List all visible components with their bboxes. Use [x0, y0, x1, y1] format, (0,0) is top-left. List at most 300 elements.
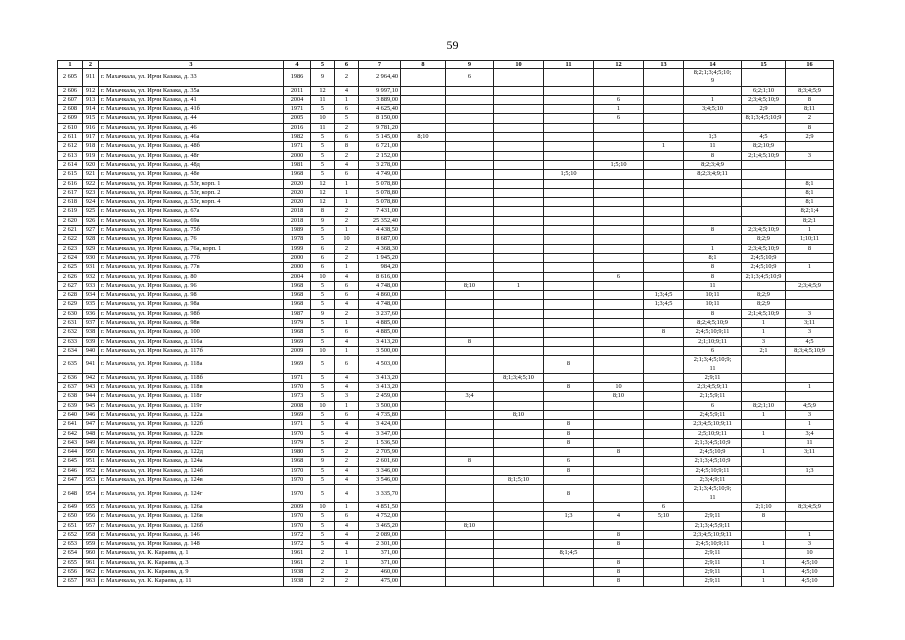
table-cell	[544, 337, 594, 346]
table-cell	[594, 356, 644, 374]
table-row	[58, 502, 834, 511]
table-cell: 8	[786, 123, 834, 132]
table-cell	[446, 530, 494, 539]
table-cell	[494, 383, 544, 392]
table-cell	[786, 373, 834, 382]
table-cell: 2;3;4;5;10;9;11	[684, 530, 742, 539]
table-cell	[644, 392, 684, 401]
table-cell	[544, 216, 594, 225]
table-cell	[644, 521, 684, 530]
table-cell: 2;9;11	[684, 373, 742, 382]
table-cell	[494, 123, 544, 132]
table-cell: 4	[335, 521, 359, 530]
table-cell	[644, 123, 684, 132]
table-cell: 2 608	[58, 105, 83, 114]
table-cell	[594, 198, 644, 207]
table-cell	[684, 198, 742, 207]
table-cell: 6	[684, 401, 742, 410]
table-cell: 10	[594, 383, 644, 392]
table-cell	[446, 142, 494, 151]
table-cell: 8	[594, 530, 644, 539]
table-row	[58, 485, 834, 503]
table-cell: 930	[83, 253, 99, 262]
table-cell	[494, 502, 544, 511]
table-cell	[544, 151, 594, 160]
table-cell: 8 150,00	[359, 114, 401, 123]
table-cell: 943	[83, 383, 99, 392]
table-cell: 2004	[284, 95, 311, 104]
table-cell: 1	[335, 188, 359, 197]
table-cell	[401, 577, 446, 586]
table-cell	[494, 114, 544, 123]
table-cell: 4	[335, 373, 359, 382]
table-cell	[594, 244, 644, 253]
register-table	[57, 60, 834, 587]
table-cell: 2;9;11	[684, 549, 742, 558]
table-row	[58, 356, 834, 374]
table-cell: 3	[786, 540, 834, 549]
table-cell	[401, 151, 446, 160]
table-cell: 2 611	[58, 133, 83, 142]
table-cell	[786, 356, 834, 374]
table-cell	[544, 263, 594, 272]
table-cell: 8	[742, 512, 786, 521]
table-cell: 1	[742, 429, 786, 438]
table-cell: 4	[335, 160, 359, 169]
column-header-11: 11	[544, 61, 594, 69]
table-cell	[786, 69, 834, 87]
table-cell: г. Махачкала, ул. Ирчи Казака, д. 96	[99, 281, 284, 290]
table-cell: 2;1;3;4;5;10;9	[684, 457, 742, 466]
table-cell: 1982	[284, 133, 311, 142]
table-cell: 2005	[284, 114, 311, 123]
table-cell: 945	[83, 401, 99, 410]
table-cell	[494, 105, 544, 114]
table-cell: 933	[83, 281, 99, 290]
table-cell	[786, 457, 834, 466]
table-cell	[742, 198, 786, 207]
table-cell: 2 656	[58, 568, 83, 577]
table-cell: 1	[786, 263, 834, 272]
table-cell: 371,00	[359, 549, 401, 558]
table-cell: 8;11	[786, 105, 834, 114]
table-row	[58, 401, 834, 410]
table-cell	[684, 179, 742, 188]
table-cell: 1971	[284, 105, 311, 114]
table-row	[58, 179, 834, 188]
table-cell	[544, 244, 594, 253]
table-cell	[684, 86, 742, 95]
table-cell	[544, 142, 594, 151]
table-cell: 2020	[284, 188, 311, 197]
table-cell: 1	[594, 105, 644, 114]
table-row	[58, 244, 834, 253]
table-cell: 2 964,40	[359, 69, 401, 87]
table-cell: 4 368,30	[359, 244, 401, 253]
table-cell: 5	[311, 383, 335, 392]
table-cell	[742, 207, 786, 216]
table-cell: 2020	[284, 179, 311, 188]
table-cell: 1	[335, 346, 359, 355]
table-cell	[786, 512, 834, 521]
table-cell: 8;1	[786, 179, 834, 188]
table-cell: 4;5	[786, 337, 834, 346]
table-cell: 1989	[284, 226, 311, 235]
table-cell: 1970	[284, 521, 311, 530]
table-cell: 2018	[284, 216, 311, 225]
table-cell: 941	[83, 356, 99, 374]
table-cell: г. Махачкала, ул. Ирчи Казака, д. 124а	[99, 457, 284, 466]
table-cell	[684, 123, 742, 132]
table-cell: 1 945,20	[359, 253, 401, 262]
table-cell: 3;4	[446, 392, 494, 401]
table-cell: 8;1	[786, 188, 834, 197]
table-cell	[401, 530, 446, 539]
table-cell	[644, 457, 684, 466]
table-cell	[594, 466, 644, 475]
table-cell: 915	[83, 114, 99, 123]
table-cell	[401, 429, 446, 438]
table-cell: 12	[311, 179, 335, 188]
table-cell: 2 152,00	[359, 151, 401, 160]
table-cell: 928	[83, 235, 99, 244]
table-cell: 6	[594, 95, 644, 104]
table-cell: 2 631	[58, 319, 83, 328]
table-cell: 1	[335, 502, 359, 511]
table-cell: 1	[684, 95, 742, 104]
table-cell: 6	[446, 69, 494, 87]
table-row	[58, 69, 834, 87]
table-cell: 9	[311, 309, 335, 318]
table-cell	[401, 207, 446, 216]
table-cell: г. Махачкала, ул. Ирчи Казака, д. 53г, корп. 4	[99, 198, 284, 207]
table-cell: 6	[335, 291, 359, 300]
table-cell	[446, 114, 494, 123]
table-row	[58, 448, 834, 457]
table-cell: г. Махачкала, ул. Ирчи Казака, д. 46	[99, 123, 284, 132]
table-cell: 1	[742, 568, 786, 577]
table-cell: 2 625	[58, 263, 83, 272]
table-cell: 4;5;10	[786, 577, 834, 586]
table-cell: 2009	[284, 346, 311, 355]
table-cell: 4	[335, 429, 359, 438]
table-cell: 1;3	[544, 512, 594, 521]
table-cell	[544, 272, 594, 281]
table-cell: 950	[83, 448, 99, 457]
table-cell: 939	[83, 337, 99, 346]
table-cell	[594, 216, 644, 225]
table-cell: 962	[83, 568, 99, 577]
table-cell: 8	[544, 420, 594, 429]
table-cell: 5	[335, 114, 359, 123]
table-cell	[401, 476, 446, 485]
table-cell: 3;4;5;10	[684, 105, 742, 114]
table-cell: 4	[335, 420, 359, 429]
table-cell	[446, 170, 494, 179]
table-cell: 4 885,00	[359, 328, 401, 337]
table-cell	[401, 179, 446, 188]
table-cell: 1981	[284, 160, 311, 169]
table-cell: 9	[311, 69, 335, 87]
table-cell: 2;1;3;4;5;10;9	[742, 272, 786, 281]
table-cell: 3	[335, 392, 359, 401]
table-cell: 2;4;5;9;11	[684, 410, 742, 419]
table-cell: 2000	[284, 253, 311, 262]
table-cell	[644, 420, 684, 429]
table-cell	[644, 438, 684, 447]
table-cell: 2	[335, 448, 359, 457]
table-cell: 4 752,00	[359, 512, 401, 521]
table-cell	[401, 457, 446, 466]
table-cell: г. Махачкала, ул. Ирчи Казака, д. 122в	[99, 429, 284, 438]
table-cell: 919	[83, 151, 99, 160]
table-cell	[494, 291, 544, 300]
table-cell	[544, 198, 594, 207]
table-cell	[446, 577, 494, 586]
table-cell: 11	[311, 95, 335, 104]
table-cell: 10	[335, 235, 359, 244]
table-cell	[494, 300, 544, 309]
table-cell	[401, 512, 446, 521]
table-cell: г. Махачкала, ул. К. Караева, д. 1	[99, 549, 284, 558]
table-cell	[644, 337, 684, 346]
table-cell: 10	[311, 272, 335, 281]
table-cell	[786, 392, 834, 401]
table-cell: г. Махачкала, ул. Ирчи Казака, д. 53г, корп. 1	[99, 179, 284, 188]
table-cell: г. Махачкала, ул. Ирчи Казака, д. 80	[99, 272, 284, 281]
table-cell: 6	[311, 263, 335, 272]
table-cell	[684, 502, 742, 511]
table-cell: 5	[311, 291, 335, 300]
table-cell	[401, 300, 446, 309]
table-cell: 1	[742, 448, 786, 457]
table-cell: 2	[335, 568, 359, 577]
table-cell: г. Махачкала, ул. Ирчи Казака, д. 53г, корп. 2	[99, 188, 284, 197]
table-cell: 2;4;5;10;9;11	[684, 328, 742, 337]
table-cell: 929	[83, 244, 99, 253]
table-cell: 8	[594, 540, 644, 549]
table-cell	[644, 485, 684, 503]
table-cell: 8;2;1;3;4;5;10; 9	[684, 69, 742, 87]
table-cell: 2;9;11	[684, 558, 742, 567]
table-cell: 2;4;5;10;9	[742, 253, 786, 262]
table-cell: 1;3	[786, 466, 834, 475]
table-cell: 5;10	[644, 512, 684, 521]
table-row	[58, 540, 834, 549]
table-row	[58, 549, 834, 558]
table-row	[58, 429, 834, 438]
table-cell: 6	[335, 281, 359, 290]
table-cell	[446, 235, 494, 244]
table-cell	[401, 114, 446, 123]
table-cell	[742, 392, 786, 401]
table-cell: 2	[335, 457, 359, 466]
table-cell	[644, 429, 684, 438]
table-cell: 2	[335, 207, 359, 216]
table-cell: 2;1;4;5;10;9	[742, 151, 786, 160]
table-cell	[644, 319, 684, 328]
table-cell	[742, 383, 786, 392]
table-cell	[494, 328, 544, 337]
table-cell: 2 618	[58, 198, 83, 207]
table-cell	[684, 216, 742, 225]
table-cell: 5	[311, 356, 335, 374]
table-cell	[494, 549, 544, 558]
table-cell	[446, 502, 494, 511]
table-cell	[544, 309, 594, 318]
table-row	[58, 476, 834, 485]
table-cell: 2 621	[58, 226, 83, 235]
table-cell: г. Махачкала, ул. К. Караева, д. 11	[99, 577, 284, 586]
table-cell	[644, 356, 684, 374]
table-cell	[644, 263, 684, 272]
table-cell: 8;2;3;4;9	[684, 160, 742, 169]
table-cell: 2 628	[58, 291, 83, 300]
table-cell: 5	[311, 410, 335, 419]
table-cell	[544, 95, 594, 104]
table-cell	[644, 401, 684, 410]
table-cell	[544, 577, 594, 586]
table-cell: 2;3;4;5;10;9;11	[684, 420, 742, 429]
table-cell	[446, 448, 494, 457]
table-cell: 2;3;4;5;10;9	[742, 95, 786, 104]
table-cell: 2 615	[58, 170, 83, 179]
table-cell: г. Махачкала, ул. К. Караева, д. 9	[99, 568, 284, 577]
table-cell: г. Махачкала, ул. Ирчи Казака, д. 48г	[99, 151, 284, 160]
table-cell: 4;5;10	[786, 558, 834, 567]
table-cell	[446, 151, 494, 160]
table-cell: 2 632	[58, 328, 83, 337]
table-cell: 1971	[284, 142, 311, 151]
table-cell: 2 612	[58, 142, 83, 151]
table-cell: 5	[311, 448, 335, 457]
table-cell: 2 652	[58, 530, 83, 539]
table-cell: 1970	[284, 476, 311, 485]
column-header-7: 7	[359, 61, 401, 69]
table-cell: 3	[786, 410, 834, 419]
table-cell: 8	[544, 356, 594, 374]
table-cell: 2 610	[58, 123, 83, 132]
table-cell	[494, 438, 544, 447]
table-cell: 8;1	[786, 198, 834, 207]
table-cell	[544, 521, 594, 530]
table-cell: 1	[742, 558, 786, 567]
table-cell: 1970	[284, 466, 311, 475]
table-cell	[544, 530, 594, 539]
table-cell: г. Махачкала, ул. Ирчи Казака, д. 77в	[99, 263, 284, 272]
table-cell: 4	[335, 272, 359, 281]
table-row	[58, 114, 834, 123]
table-cell: 6	[311, 244, 335, 253]
table-cell: 2 459,00	[359, 392, 401, 401]
table-cell: 1938	[284, 577, 311, 586]
table-cell: 951	[83, 457, 99, 466]
table-cell	[401, 226, 446, 235]
table-cell: 1	[786, 420, 834, 429]
table-cell	[594, 133, 644, 142]
table-cell	[544, 448, 594, 457]
table-cell: г. Махачкала, ул. Ирчи Казака, д. 48д	[99, 160, 284, 169]
table-cell: 11	[311, 123, 335, 132]
table-cell: 11	[786, 438, 834, 447]
table-cell: 8;10	[446, 281, 494, 290]
table-cell: 940	[83, 346, 99, 355]
table-cell	[446, 383, 494, 392]
table-cell: 932	[83, 272, 99, 281]
table-cell	[544, 123, 594, 132]
table-cell: 1968	[284, 281, 311, 290]
table-cell	[401, 521, 446, 530]
table-cell: 6;2;1;10	[742, 86, 786, 95]
table-cell: г. Махачкала, ул. Ирчи Казака, д. 146	[99, 530, 284, 539]
table-cell: 3 346,00	[359, 466, 401, 475]
table-row	[58, 160, 834, 169]
table-cell	[401, 69, 446, 87]
table-cell	[446, 216, 494, 225]
table-cell	[494, 198, 544, 207]
table-cell	[401, 420, 446, 429]
table-cell: 1;5;10	[594, 160, 644, 169]
table-cell	[544, 540, 594, 549]
table-cell	[544, 235, 594, 244]
table-row	[58, 235, 834, 244]
table-cell	[401, 263, 446, 272]
table-cell: 1969	[284, 356, 311, 374]
table-cell: г. Махачкала, ул. Ирчи Казака, д. 44	[99, 114, 284, 123]
table-cell: 956	[83, 512, 99, 521]
table-row	[58, 392, 834, 401]
table-cell	[494, 235, 544, 244]
table-cell: 2;1;3;4;5;10;9; 11	[684, 485, 742, 503]
table-cell	[594, 337, 644, 346]
column-header-12: 12	[594, 61, 644, 69]
column-header-13: 13	[644, 61, 684, 69]
table-cell	[594, 346, 644, 355]
table-cell	[401, 272, 446, 281]
table-cell: 8	[786, 95, 834, 104]
table-cell	[401, 319, 446, 328]
table-cell	[494, 558, 544, 567]
table-cell	[644, 179, 684, 188]
table-cell: 3 465,20	[359, 521, 401, 530]
table-cell	[594, 328, 644, 337]
table-cell	[544, 291, 594, 300]
table-cell: 6 721,00	[359, 142, 401, 151]
table-cell: 1;10;11	[786, 235, 834, 244]
table-cell	[594, 373, 644, 382]
table-cell: 4	[594, 512, 644, 521]
table-cell: 925	[83, 207, 99, 216]
table-cell: 2 645	[58, 457, 83, 466]
table-cell: 1	[644, 142, 684, 151]
table-cell: 5	[311, 151, 335, 160]
table-cell	[446, 549, 494, 558]
table-cell: г. Махачкала, ул. Ирчи Казака, д. 98в	[99, 319, 284, 328]
table-cell	[494, 95, 544, 104]
table-cell: 7 431,00	[359, 207, 401, 216]
table-cell	[594, 69, 644, 87]
table-cell: 5 078,80	[359, 179, 401, 188]
table-cell: 8	[544, 438, 594, 447]
table-cell: 935	[83, 300, 99, 309]
table-cell	[401, 105, 446, 114]
table-cell: 1	[742, 540, 786, 549]
table-cell: 5	[311, 160, 335, 169]
table-cell: 8;2;10;9	[742, 142, 786, 151]
table-cell: 1970	[284, 429, 311, 438]
table-cell: г. Махачкала, ул. Ирчи Казака, д. 148	[99, 540, 284, 549]
table-cell: 2;9	[742, 105, 786, 114]
